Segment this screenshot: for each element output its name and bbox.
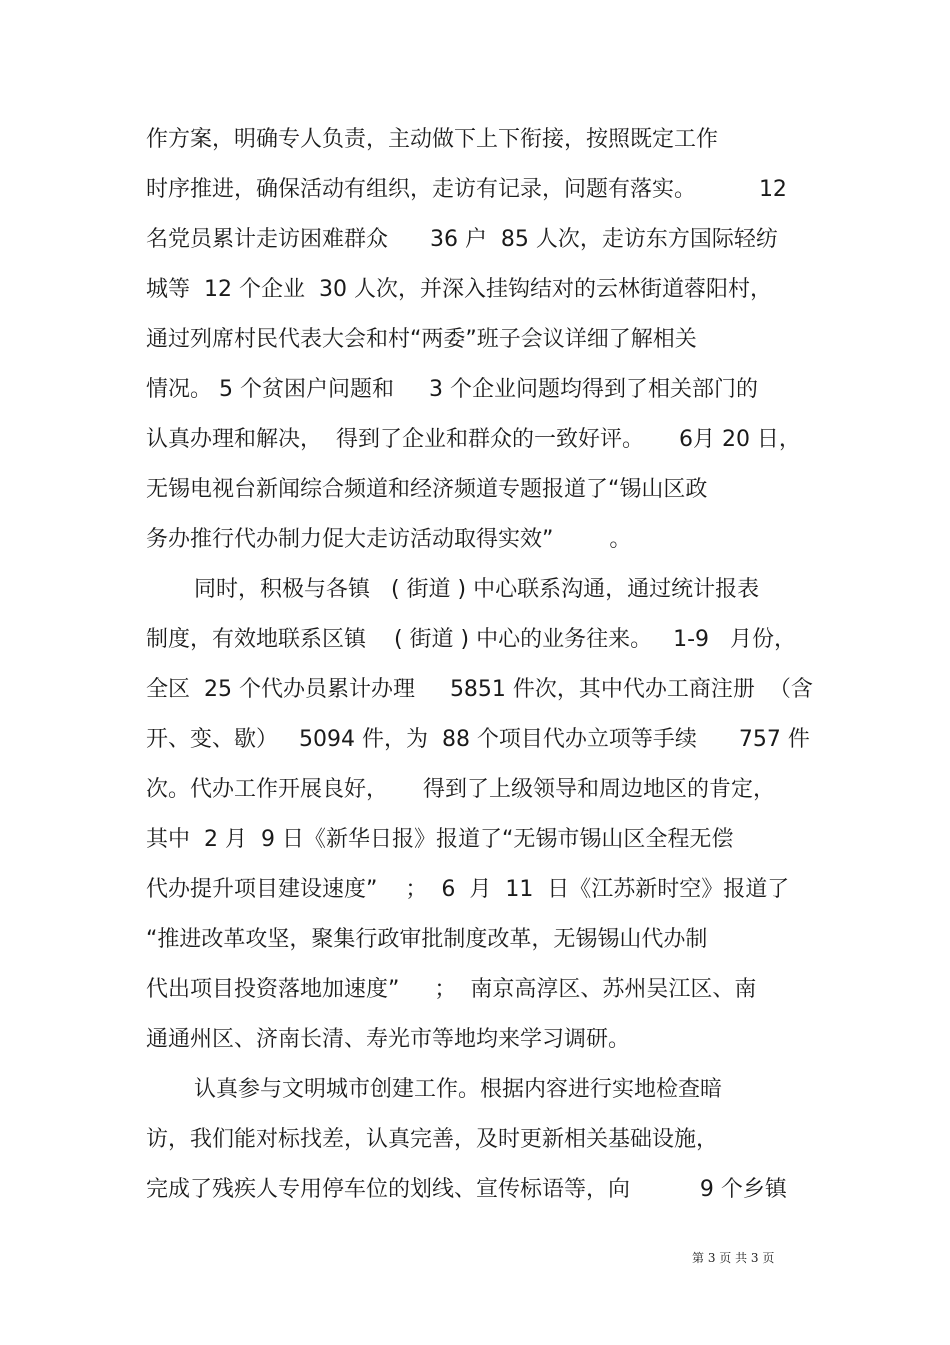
text-line: 务办推行代办制力促大走访活动取得实效” 。 [146, 527, 632, 552]
text-line: 认真参与文明城市创建工作。根据内容进行实地检查暗 [194, 1077, 723, 1102]
text-line: 完成了残疾人专用停车位的划线、宣传标语等，向 9 个乡镇 [146, 1177, 787, 1202]
text-line: 制度，有效地联系区镇 ( 街道 ) 中心的业务往来。 1-9 月份， [146, 627, 797, 652]
text-line: 其中 2 月 9 日《新华日报》报道了“无锡市锡山区全程无偿 [146, 827, 734, 852]
text-line: 全区 25 个代办员累计办理 5851 件次，其中代办工商注册 （含 [146, 677, 813, 702]
page-footer: 第 3 页 共 3 页 [692, 1251, 775, 1265]
text-line: 无锡电视台新闻综合频道和经济频道专题报道了“锡山区政 [146, 477, 708, 502]
text-line: 情况。 5 个贫困户问题和 3 个企业问题均得到了相关部门的 [146, 377, 758, 402]
text-line: 名党员累计走访困难群众 36 户 85 人次，走访东方国际轻纺 [146, 227, 778, 252]
text-line: 通过列席村民代表大会和村“两委”班子会议详细了解相关 [146, 327, 697, 352]
text-line: 代出项目投资落地加速度” ； 南京高淳区、苏州吴江区、南 [146, 977, 757, 1002]
text-line: 时序推进，确保活动有组织，走访有记录，问题有落实。 12 [146, 177, 787, 202]
text-line: 同时，积极与各镇 ( 街道 ) 中心联系沟通，通过统计报表 [194, 577, 760, 602]
text-line: 城等 12 个企业 30 人次，并深入挂钩结对的云林街道蓉阳村， [146, 277, 772, 302]
text-line: 通通州区、济南长清、寿光市等地均来学习调研。 [146, 1027, 631, 1052]
text-line: 代办提升项目建设速度” ； 6 月 11 日《江苏新时空》报道了 [146, 877, 790, 902]
text-line: 访，我们能对标找差，认真完善，及时更新相关基础设施， [146, 1127, 719, 1152]
text-line: “推进改革攻坚，聚集行政审批制度改革，无锡锡山代办制 [146, 927, 708, 952]
text-line: 次。代办工作开展良好， 得到了上级领导和周边地区的肯定， [146, 777, 775, 802]
text-line: 认真办理和解决， 得到了企业和群众的一致好评。 6月 20 日， [146, 427, 801, 452]
text-line: 作方案，明确专人负责，主动做下上下衔接，按照既定工作 [146, 127, 719, 152]
text-line: 开、变、歇） 5094 件，为 88 个项目代办立项等手续 757 件 [146, 727, 810, 752]
